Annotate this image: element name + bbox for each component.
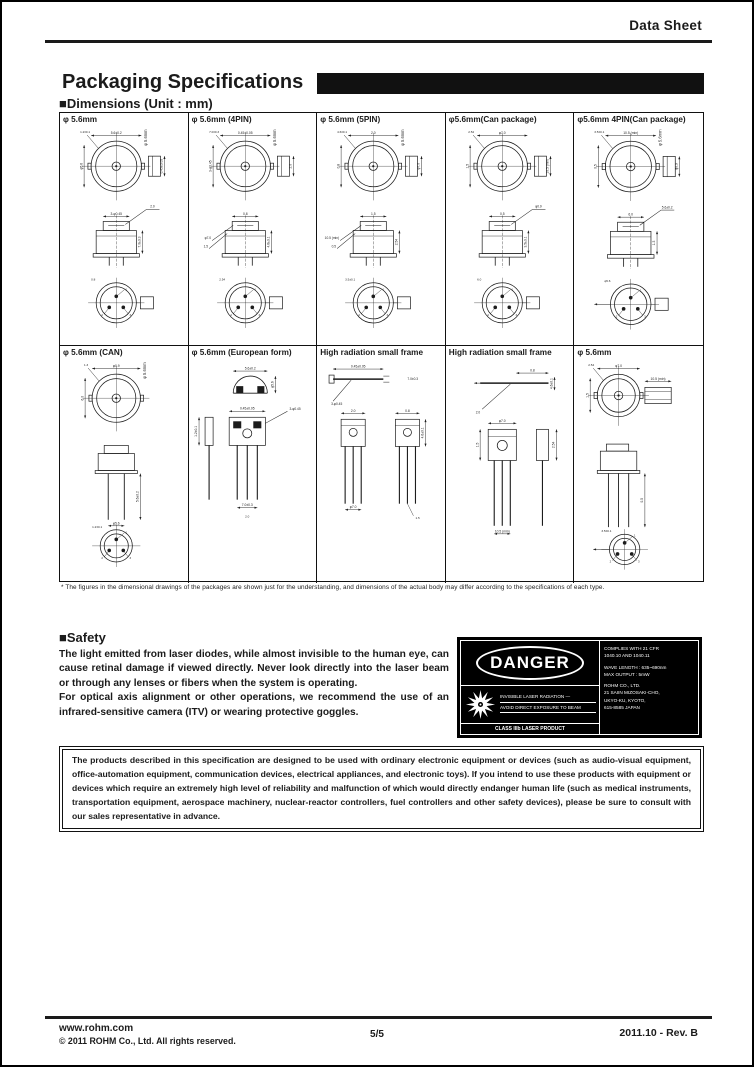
svg-text:7.0±0.3: 7.0±0.3 (137, 236, 142, 248)
danger-oval-area (461, 641, 599, 686)
radiation-warning-lines (497, 694, 596, 716)
svg-text:φ 5.6mm: φ 5.6mm (143, 129, 149, 147)
dimensions-unit-label: ■Dimensions (Unit : mm) (59, 96, 213, 111)
laser-starburst-icon (464, 688, 497, 721)
package-drawing (574, 357, 703, 581)
label-line: UKYO-KU, KYOTO, (604, 697, 646, 703)
svg-text:1.3: 1.3 (84, 363, 89, 368)
package-drawing (574, 124, 703, 343)
footer-copyright: © 2011 ROHM Co., Ltd. All rights reserved. (59, 1036, 236, 1046)
svg-text:1: 1 (125, 530, 128, 535)
svg-text:2.0: 2.0 (475, 410, 480, 415)
svg-text:5.6±0.2: 5.6±0.2 (135, 491, 140, 503)
svg-text:1: 1 (254, 287, 256, 292)
safety-paragraph-1: The light emitted from laser diodes, while almost invisible to the human eye, can cause retinal damage if viewed directly. Never look directly into the laser beam or through any lenses or fibers when the system is operating. (59, 649, 449, 689)
page-title: Packaging Specifications (59, 68, 317, 97)
svg-text:φ0.9: φ0.9 (112, 364, 120, 369)
svg-text:0.8: 0.8 (91, 278, 96, 283)
svg-text:2.54: 2.54 (467, 130, 474, 135)
package-cell (574, 346, 703, 583)
package-title: φ 5.6mm (4PIN) (191, 115, 252, 124)
svg-text:1.5: 1.5 (585, 393, 590, 399)
svg-text:φ7.0: φ7.0 (498, 131, 506, 136)
svg-text:φ 5.6mm: φ 5.6mm (271, 129, 277, 147)
svg-text:3-φ0.45: 3-φ0.45 (289, 407, 301, 412)
package-cell (317, 346, 446, 583)
svg-text:φ5.6: φ5.6 (112, 521, 120, 526)
svg-text:10.5 (min): 10.5 (min) (545, 159, 550, 175)
danger-oval (476, 646, 584, 680)
label-line: 21 SAIIN MIZOSAKI-CHO, (604, 690, 660, 696)
svg-text:0.8: 0.8 (405, 409, 410, 414)
package-title: High radiation small frame (320, 348, 424, 357)
svg-text:φ7.0: φ7.0 (416, 163, 421, 170)
svg-text:1: 1 (511, 287, 513, 292)
svg-text:0.8: 0.8 (242, 212, 248, 217)
svg-text:3: 3 (129, 313, 132, 318)
svg-text:2.0: 2.0 (351, 409, 356, 414)
package-cell (446, 113, 575, 346)
package-title: φ 5.6mm (577, 348, 612, 357)
svg-text:3: 3 (258, 313, 260, 318)
svg-text:φ7.0: φ7.0 (498, 419, 506, 424)
svg-text:φ5.6: φ5.6 (270, 381, 275, 389)
svg-text:φ0.9: φ0.9 (674, 163, 679, 171)
package-cell (446, 346, 575, 583)
svg-text:0.45±0.05: 0.45±0.05 (237, 131, 253, 136)
svg-text:φ 5.6mm: φ 5.6mm (658, 129, 664, 147)
svg-text:2: 2 (358, 313, 361, 318)
svg-text:4.6±0.1: 4.6±0.1 (266, 236, 271, 248)
svg-text:0.5: 0.5 (331, 245, 337, 250)
svg-text:2: 2 (487, 313, 489, 318)
svg-text:10.5 (min): 10.5 (min) (623, 131, 639, 136)
svg-text:2.54: 2.54 (218, 278, 225, 283)
svg-text:φ 5.6mm: φ 5.6mm (400, 129, 406, 147)
package-drawing (60, 124, 188, 343)
package-drawing (446, 357, 574, 581)
svg-text:1: 1 (125, 287, 128, 292)
svg-text:7.0±0.3: 7.0±0.3 (241, 503, 253, 508)
footer-rule (45, 1016, 712, 1019)
package-title: φ 5.6mm (CAN) (63, 348, 123, 357)
package-cell (317, 113, 446, 346)
disclaimer-text: The products described in this specification are designed to be used with ordinary electronic equipment or devices (such as audio-visual equipment, office-automation equipment, communication devices, electrical appliances, and electronic toys). If you intend to use these products with equipment or devices which require an extremely high level of reliability and malfunction of which would directly endanger human life (such as medical instruments, transportation equipment, aerospace machinery, nuclear-reactor controllers, fuel controllers and other safety devices), please be sure to consult with our sales representative in advance. (62, 749, 701, 829)
package-drawing (189, 357, 317, 581)
svg-text:4.6±0.1: 4.6±0.1 (337, 130, 348, 135)
package-table (59, 112, 704, 582)
svg-text:φ5.6: φ5.6 (604, 279, 611, 284)
svg-text:10.5 (min): 10.5 (min) (650, 377, 666, 382)
svg-text:1.2±0.1: 1.2±0.1 (92, 525, 103, 530)
header-rule (45, 40, 712, 43)
svg-text:2.0: 2.0 (288, 164, 293, 169)
svg-text:10.5 (min): 10.5 (min) (494, 529, 510, 534)
svg-text:0.5: 0.5 (499, 212, 505, 217)
laser-class-line: CLASS IIIb LASER PRODUCT (461, 723, 599, 734)
svg-text:5.6±0.2: 5.6±0.2 (662, 205, 673, 210)
label-manufacturer-lines (600, 641, 698, 734)
section-title-bar (59, 73, 704, 94)
svg-text:2: 2 (610, 559, 612, 564)
svg-text:2: 2 (230, 313, 232, 318)
svg-text:7.0±0.3: 7.0±0.3 (208, 130, 219, 135)
svg-text:2.54: 2.54 (588, 363, 595, 368)
svg-text:0.5: 0.5 (593, 164, 598, 170)
svg-text:7.0±0.3: 7.0±0.3 (407, 377, 419, 382)
package-title: φ 5.6mm (63, 115, 98, 124)
footer-revision: 2011.10 - Rev. B (619, 1027, 698, 1039)
laser-warning-inner (460, 640, 699, 735)
svg-text:2: 2 (616, 314, 618, 319)
warning-line: AVOID DIRECT EXPOSURE TO BEAM (500, 705, 596, 714)
svg-text:3-φ0.45: 3-φ0.45 (110, 212, 123, 217)
svg-text:0.45±0.05: 0.45±0.05 (351, 364, 366, 369)
svg-text:1.2±0.1: 1.2±0.1 (193, 426, 198, 438)
svg-text:1: 1 (640, 289, 643, 294)
svg-text:2.54: 2.54 (394, 239, 399, 246)
svg-text:3: 3 (129, 556, 132, 561)
package-title: φ 5.6mm (European form) (191, 348, 292, 357)
svg-text:0.8: 0.8 (529, 368, 535, 373)
svg-text:φ0.9: φ0.9 (534, 205, 542, 210)
svg-text:6.0: 6.0 (80, 396, 85, 401)
package-drawing (189, 124, 317, 343)
svg-text:3-φ0.45: 3-φ0.45 (331, 402, 343, 407)
svg-text:3.5±0.1: 3.5±0.1 (601, 529, 612, 534)
label-line: ROHM CO., LTD. (604, 683, 641, 689)
safety-text (59, 648, 449, 720)
safety-heading: ■Safety (59, 630, 106, 645)
svg-text:1.5: 1.5 (475, 443, 480, 448)
svg-text:3: 3 (386, 313, 389, 318)
package-cell (189, 346, 318, 583)
package-drawing (317, 357, 445, 581)
svg-text:2: 2 (101, 556, 103, 561)
label-line: MAX OUTPUT : 5mW (604, 671, 650, 677)
package-cell (60, 346, 189, 583)
svg-text:1.2±0.1: 1.2±0.1 (80, 130, 91, 135)
svg-text:φ7.0: φ7.0 (349, 505, 357, 510)
package-title: φ5.6mm 4PIN(Can package) (577, 115, 686, 124)
svg-text:0.45±0.05: 0.45±0.05 (239, 407, 255, 412)
package-title: φ5.6mm(Can package) (448, 115, 537, 124)
label-line: 1040.10 AND 1040.11 (604, 653, 650, 659)
svg-text:6.0: 6.0 (476, 278, 482, 283)
svg-text:6.0: 6.0 (628, 213, 634, 218)
svg-text:1.5: 1.5 (415, 516, 420, 521)
danger-word: DANGER (490, 653, 570, 672)
svg-text:2.0: 2.0 (150, 205, 155, 210)
footer-website: www.rohm.com (59, 1023, 134, 1034)
svg-text:1.3: 1.3 (652, 241, 657, 246)
svg-text:2.0: 2.0 (371, 131, 376, 136)
svg-text:5.6±0.2: 5.6±0.2 (110, 131, 122, 136)
svg-text:10.5 (min): 10.5 (min) (324, 236, 340, 241)
svg-text:3: 3 (515, 313, 517, 318)
safety-paragraph-2: For optical axis alignment or other operations, we recommend the use of an infrared-sensitive camera (ITV) or wearing protective goggles. (59, 692, 449, 718)
package-drawing (317, 124, 445, 343)
label-line: COMPLIES WITH 21 CFR (604, 646, 659, 651)
package-title: φ 5.6mm (5PIN) (320, 115, 381, 124)
svg-text:0.5: 0.5 (640, 498, 645, 504)
svg-text:φ7.0: φ7.0 (615, 364, 623, 369)
package-drawing (60, 357, 188, 581)
svg-text:0.45±0.05: 0.45±0.05 (159, 159, 164, 174)
svg-text:0.8: 0.8 (336, 164, 341, 169)
svg-text:3.5±0.1: 3.5±0.1 (523, 236, 528, 248)
package-cell (189, 113, 318, 346)
svg-text:1.5: 1.5 (203, 244, 208, 249)
svg-text:2.0: 2.0 (244, 515, 249, 520)
package-cell (574, 113, 703, 346)
label-line: 615-8585 JAPAN (604, 704, 640, 710)
svg-text:3: 3 (638, 559, 640, 564)
table-footnote: * The figures in the dimensional drawings of the packages are shown just for the understanding, and dimensions of the actual body may differ according to the specifications of each type. (61, 584, 605, 591)
disclaimer-box (59, 746, 704, 832)
radiation-warning-area (461, 686, 599, 723)
svg-text:3-φ0.45: 3-φ0.45 (207, 160, 212, 173)
svg-text:1.5: 1.5 (371, 212, 376, 217)
svg-text:3: 3 (644, 314, 647, 319)
svg-text:φ7.0: φ7.0 (204, 236, 211, 241)
laser-warning-label (457, 637, 702, 738)
svg-text:3.5±0.1: 3.5±0.1 (594, 130, 605, 135)
page-number: 5/5 (370, 1029, 384, 1040)
doc-type-label: Data Sheet (629, 18, 702, 33)
svg-text:4.6±0.1: 4.6±0.1 (549, 378, 554, 390)
svg-text:5.6±0.2: 5.6±0.2 (244, 366, 256, 371)
svg-text:1: 1 (382, 287, 385, 292)
svg-text:φ 5.6mm: φ 5.6mm (142, 362, 148, 380)
svg-text:1.5: 1.5 (465, 164, 470, 169)
svg-text:2.54: 2.54 (551, 442, 556, 449)
svg-text:φ5.6: φ5.6 (79, 163, 84, 170)
package-cell (60, 113, 189, 346)
svg-text:1: 1 (634, 534, 636, 539)
package-drawing (446, 124, 574, 343)
package-title: High radiation small frame (448, 348, 552, 357)
svg-text:4.6±0.1: 4.6±0.1 (420, 427, 425, 439)
svg-text:2: 2 (101, 313, 103, 318)
warning-left-panel (461, 641, 600, 734)
warning-line: INVISIBLE LASER RADIATION — (500, 694, 596, 703)
svg-text:3.5±0.1: 3.5±0.1 (345, 278, 356, 283)
label-line: WAVE LENGTH : 635~690nm (604, 664, 667, 670)
